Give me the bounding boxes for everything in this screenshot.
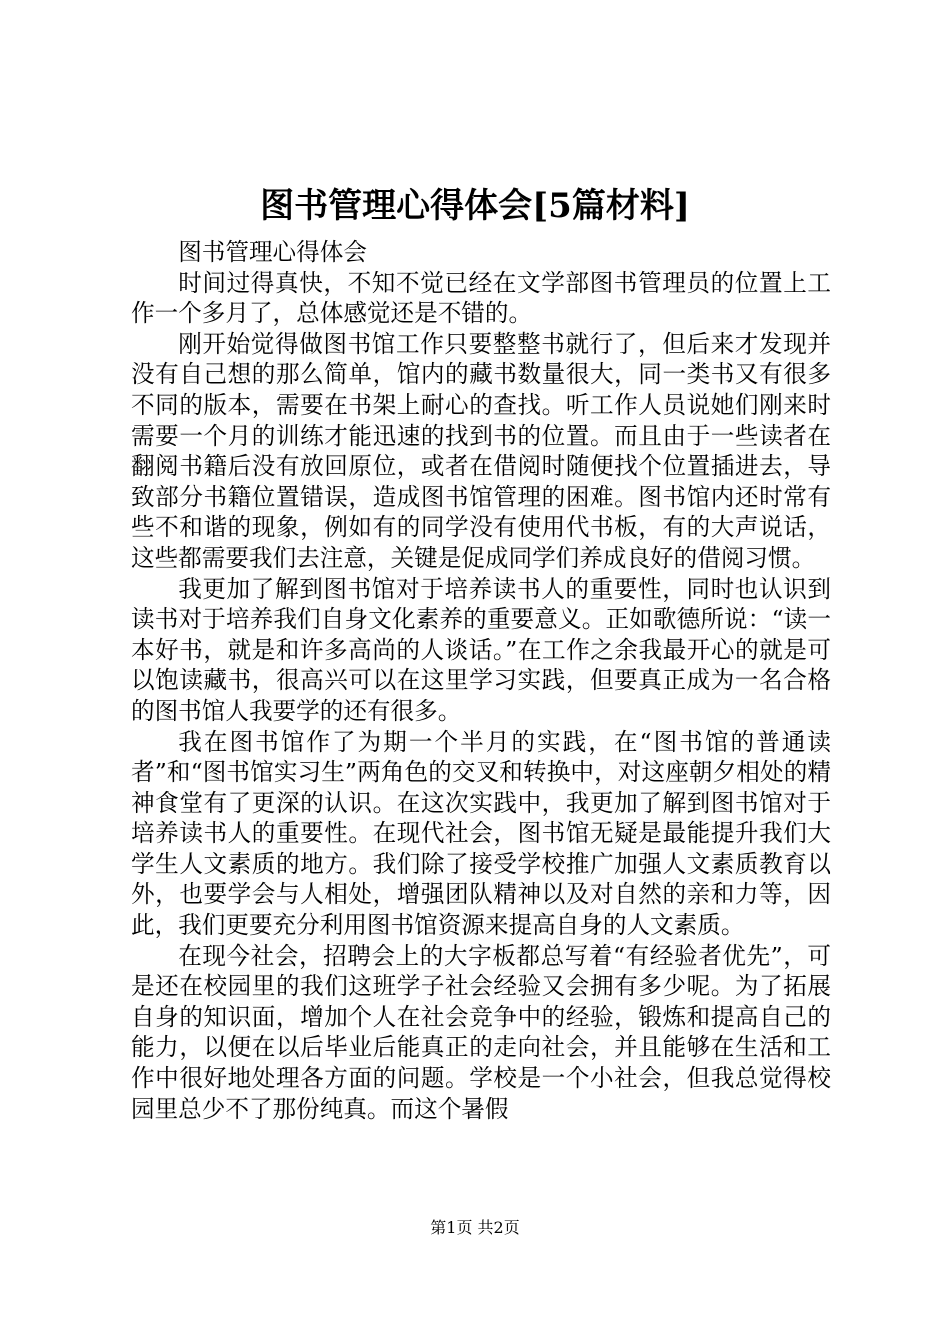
paragraph: 图书管理心得体会 [178,238,367,266]
paragraph: 在现今社会，招聘会上的大字板都总写着“有经验者优先”，可是还在校园里的我们这班学子社会经验又会拥有多少呢。为了拓展自身的知识面，增加个人在社会竞争中的经验，锻炼和提高自己的能力，以便在以后毕业后能真正的走向社会，并且能够在生活和工作中很好地处理各方面的问题。学校是一个小社会，但我总觉得校园里总少不了那份纯真。而这个暑假 [131,941,831,1123]
page-footer: 第1页 共2页 [430,1218,520,1237]
paragraph: 时间过得真快，不知不觉已经在文学部图书管理员的位置上工作一个多月了，总体感觉还是不错的。 [131,268,831,328]
paragraph: 我在图书馆作了为期一个半月的实践，在“图书馆的普通读者”和“图书馆实习生”两角色的交叉和转换中，对这座朝夕相处的精神食堂有了更深的认识。在这次实践中，我更加了解到图书馆对于培养读书人的重要性。在现代社会，图书馆无疑是最能提升我们大学生人文素质的地方。我们除了接受学校推广加强人文素质教育以外，也要学会与人相处，增强团队精神以及对自然的亲和力等，因此，我们更要充分利用图书馆资源来提高自身的人文素质。 [131,727,831,940]
paragraph: 我更加了解到图书馆对于培养读书人的重要性，同时也认识到读书对于培养我们自身文化素养的重要意义。正如歌德所说：“读一本好书，就是和许多高尚的人谈话。”在工作之余我最开心的就是可以饱读藏书，很高兴可以在这里学习实践，但要真正成为一名合格的图书馆人我要学的还有很多。 [131,574,831,725]
document-title: 图书管理心得体会[5篇材料] [260,186,690,226]
document-body [131,237,831,1124]
paragraph: 刚开始觉得做图书馆工作只要整整书就行了，但后来才发现并没有自己想的那么简单，馆内的藏书数量很大，同一类书又有很多不同的版本，需要在书架上耐心的查找。听工作人员说她们刚来时需要一个月的训练才能迅速的找到书的位置。而且由于一些读者在翻阅书籍后没有放回原位，或者在借阅时随便找个位置插进去，导致部分书籍位置错误，造成图书馆管理的困难。图书馆内还时常有些不和谐的现象，例如有的同学没有使用代书板，有的大声说话，这些都需要我们去注意，关键是促成同学们养成良好的借阅习惯。 [131,329,831,572]
